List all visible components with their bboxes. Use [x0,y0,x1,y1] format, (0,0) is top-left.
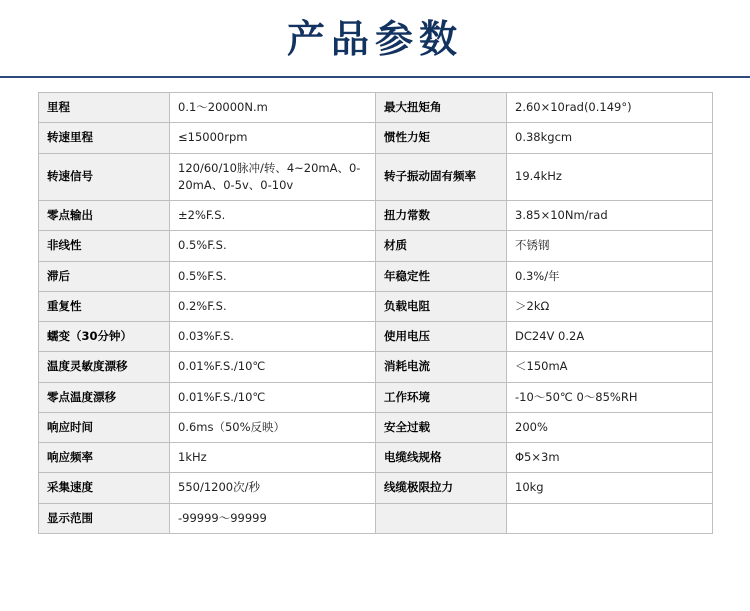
spec-label-right [376,503,507,533]
spec-table-container [0,78,750,534]
spec-value-right: ＜150mA [507,352,713,382]
spec-value-right [507,503,713,533]
table-row [39,291,713,321]
spec-value-left: 120/60/10脉冲/转、4~20mA、0-20mA、0-5v、0-10v [170,153,376,201]
table-row [39,322,713,352]
spec-value-left: 0.5%F.S. [170,231,376,261]
table-row [39,153,713,201]
table-row [39,123,713,153]
table-row [39,473,713,503]
spec-label-right: 消耗电流 [376,352,507,382]
spec-label-left: 零点输出 [39,201,170,231]
spec-value-left: 0.01%F.S./10℃ [170,352,376,382]
spec-value-left: 0.01%F.S./10℃ [170,382,376,412]
table-row [39,201,713,231]
table-row [39,352,713,382]
spec-value-left: 1kHz [170,443,376,473]
spec-label-left: 转速里程 [39,123,170,153]
spec-value-left: ±2%F.S. [170,201,376,231]
spec-label-right: 材质 [376,231,507,261]
spec-label-right: 安全过载 [376,412,507,442]
table-row [39,412,713,442]
table-row [39,93,713,123]
page-header [0,0,750,78]
spec-label-left: 响应时间 [39,412,170,442]
spec-label-left: 响应频率 [39,443,170,473]
spec-label-left: 非线性 [39,231,170,261]
spec-value-right: 3.85×10Nm/rad [507,201,713,231]
spec-value-left: -99999～99999 [170,503,376,533]
spec-label-right: 负载电阻 [376,291,507,321]
spec-value-left: 550/1200次/秒 [170,473,376,503]
spec-label-left: 温度灵敏度漂移 [39,352,170,382]
spec-value-right: ＞2kΩ [507,291,713,321]
spec-value-left: 0.6ms（50%反映） [170,412,376,442]
spec-label-left: 采集速度 [39,473,170,503]
spec-label-left: 转速信号 [39,153,170,201]
spec-label-right: 转子振动固有频率 [376,153,507,201]
spec-label-right: 工作环境 [376,382,507,412]
spec-value-left: 0.2%F.S. [170,291,376,321]
spec-label-left: 显示范围 [39,503,170,533]
table-row [39,443,713,473]
spec-label-left: 零点温度漂移 [39,382,170,412]
spec-table-body [39,93,713,534]
spec-value-left: 0.5%F.S. [170,261,376,291]
spec-value-right: DC24V 0.2A [507,322,713,352]
spec-label-right: 最大扭矩角 [376,93,507,123]
spec-label-right: 扭力常数 [376,201,507,231]
table-row [39,261,713,291]
table-row [39,503,713,533]
spec-label-left: 重复性 [39,291,170,321]
spec-value-right: 0.38kgcm [507,123,713,153]
spec-value-right: -10～50℃ 0～85%RH [507,382,713,412]
spec-label-right: 使用电压 [376,322,507,352]
spec-value-right: 200% [507,412,713,442]
table-row [39,382,713,412]
table-row [39,231,713,261]
spec-label-left: 滞后 [39,261,170,291]
spec-table [38,92,713,534]
spec-label-left: 蠕变（30分钟） [39,322,170,352]
spec-value-right: 10kg [507,473,713,503]
page-title: 产品参数 [286,16,463,61]
spec-value-left: 0.1～20000N.m [170,93,376,123]
spec-value-right: 0.3%/年 [507,261,713,291]
spec-value-left: 0.03%F.S. [170,322,376,352]
spec-label-left: 里程 [39,93,170,123]
spec-value-right: 2.60×10rad(0.149°) [507,93,713,123]
spec-value-right: 不锈钢 [507,231,713,261]
spec-label-right: 电缆线规格 [376,443,507,473]
spec-value-right: 19.4kHz [507,153,713,201]
spec-value-left: ≤15000rpm [170,123,376,153]
spec-label-right: 惯性力矩 [376,123,507,153]
spec-label-right: 年稳定性 [376,261,507,291]
spec-label-right: 线缆极限拉力 [376,473,507,503]
spec-value-right: Φ5×3m [507,443,713,473]
